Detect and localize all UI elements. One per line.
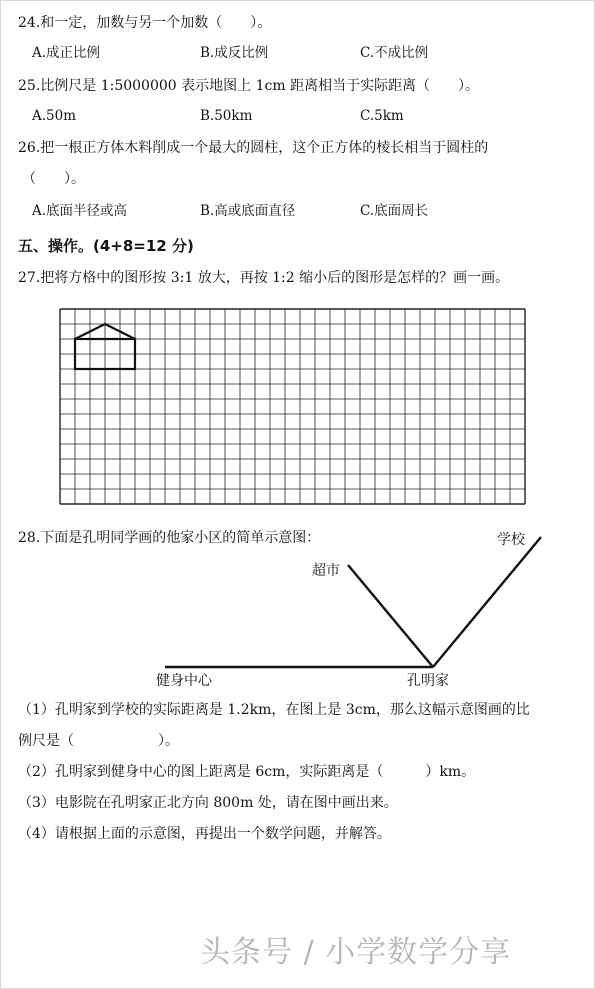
road-to-school — [433, 537, 541, 667]
community-map — [165, 537, 541, 667]
map-label-school: 学校 — [497, 532, 525, 548]
map-label-home: 孔明家 — [407, 673, 449, 689]
q26-option-b: B.高或底面直径 — [200, 203, 296, 219]
question-28: 28.下面是孔明同学画的他家小区的简单示意图： — [18, 530, 321, 546]
map-label-supermarket: 超市 — [312, 563, 340, 579]
q25-option-a: A.50m — [32, 108, 77, 124]
q28-sub3: （3）电影院在孔明家正北方向 800m 处，请在图中画出来。 — [18, 795, 398, 811]
question-26-line2: （ ）。 — [22, 171, 85, 187]
q28-sub2: （2）孔明家到健身中心的图上距离是 6cm，实际距离是（ ）km。 — [18, 764, 476, 780]
map-label-fitness-center: 健身中心 — [156, 673, 212, 689]
q26-option-c: C.底面周长 — [360, 203, 429, 219]
q28-sub1-line1: （1）孔明家到学校的实际距离是 1.2km，在图上是 3cm，那么这幅示意图画的比 — [18, 702, 530, 718]
road-to-supermarket — [348, 565, 433, 667]
q28-sub4: （4）请根据上面的示意图，再提出一个数学问题，并解答。 — [18, 826, 391, 842]
q24-option-a: A.成正比例 — [32, 45, 101, 61]
q24-option-c: C.不成比例 — [360, 45, 429, 61]
question-24: 24.和一定，加数与另一个加数（ ）。 — [18, 15, 272, 31]
q24-option-b: B.成反比例 — [200, 45, 269, 61]
section-5-title: 五、操作。(4+8=12 分) — [18, 237, 194, 255]
question-27: 27.把将方格中的图形按 3:1 放大，再按 1:2 缩小后的图形是怎样的？画一画。 — [18, 270, 510, 286]
q28-sub1-line2: 例尺是（ ）。 — [18, 733, 179, 749]
q25-option-b: B.50km — [200, 108, 253, 124]
q26-option-a: A.底面半径或高 — [32, 203, 128, 219]
question-25: 25.比例尺是 1:5000000 表示地图上 1cm 距离相当于实际距离（ ）。 — [18, 78, 480, 94]
q25-option-c: C.5km — [360, 108, 404, 124]
watermark: 头条号 / 小学数学分享 — [200, 935, 512, 970]
question-26-line1: 26.把一根正方体木料削成一个最大的圆柱，这个正方体的棱长相当于圆柱的 — [18, 140, 489, 156]
